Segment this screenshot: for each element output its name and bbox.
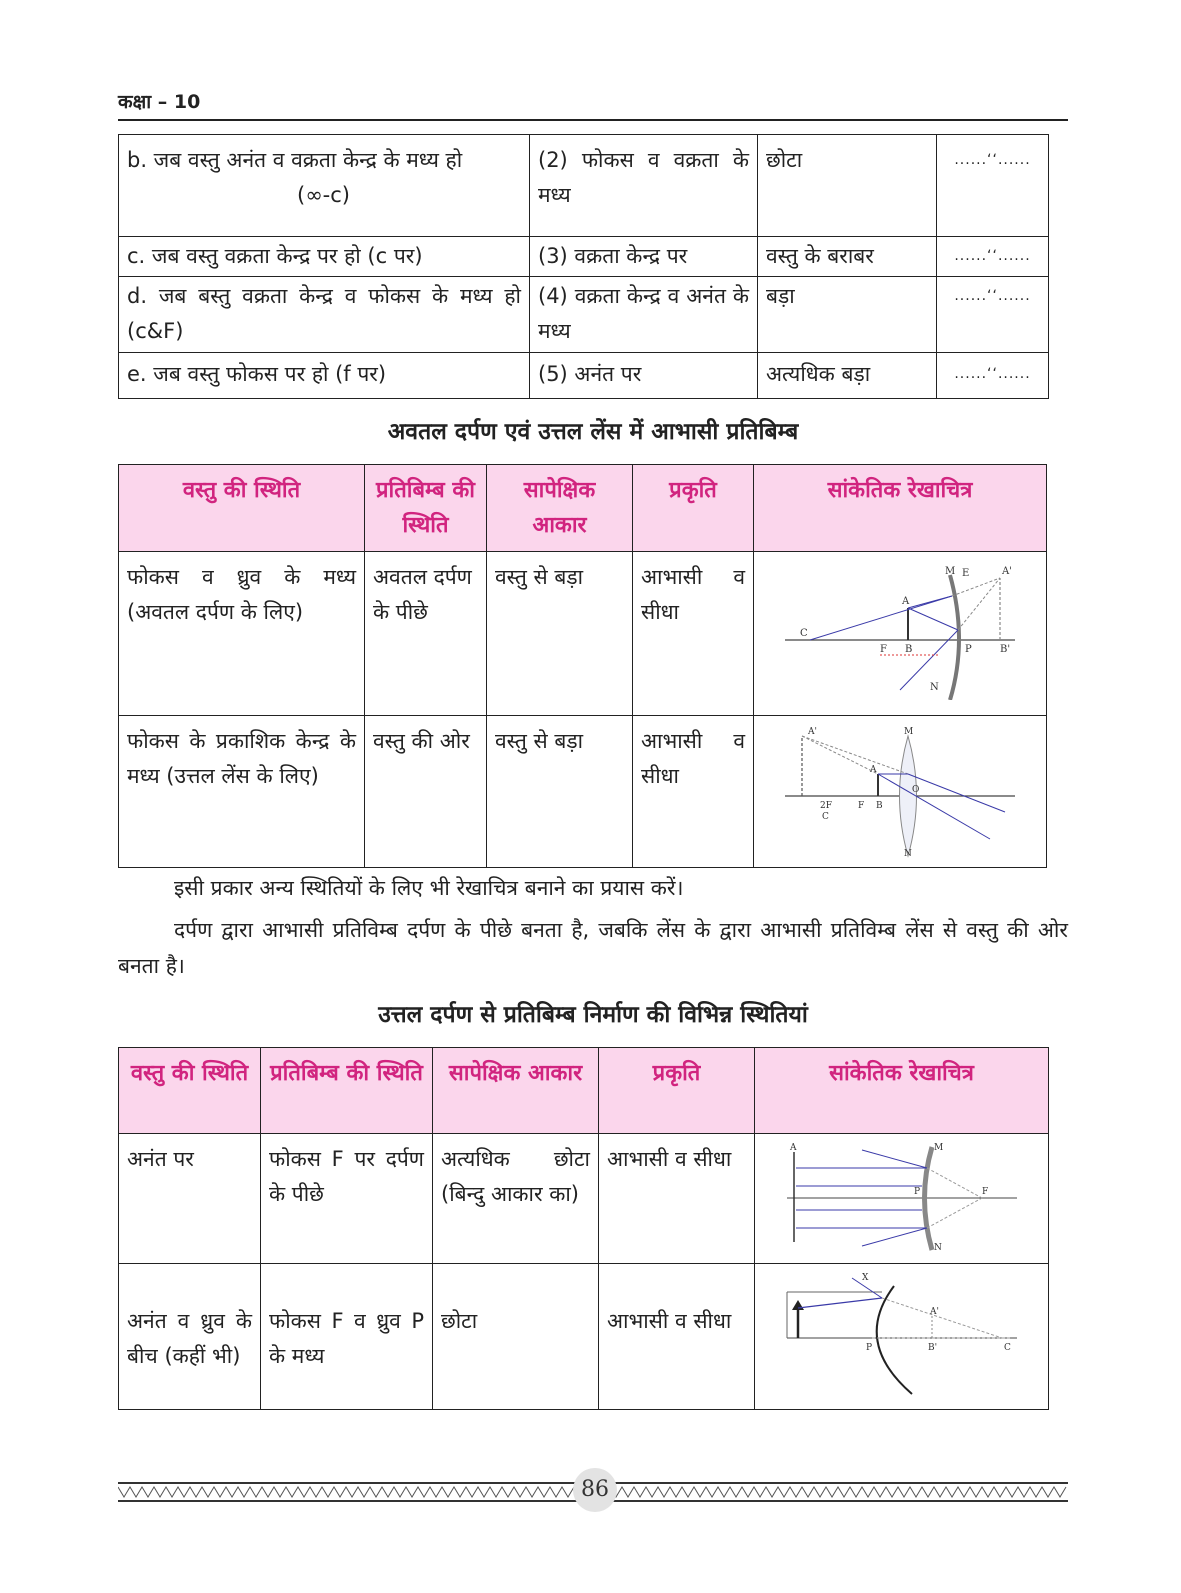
col-header-diagram: सांकेतिक रेखाचित्र bbox=[754, 465, 1047, 552]
object-position: b. जब वस्तु अनंत व वक्रता केन्द्र के मध्य हो bbox=[127, 148, 463, 172]
diagram-label: 2F bbox=[820, 801, 832, 811]
diagram-label: A' bbox=[808, 727, 817, 737]
table-row bbox=[119, 552, 1047, 716]
diagram-label: M bbox=[933, 1143, 943, 1153]
object-position: d. जब बस्तु वक्रता केन्द्र व फोकस के मध्य हो (c&F) bbox=[119, 277, 530, 353]
image-nature: ......‘‘...... bbox=[937, 135, 1049, 237]
image-nature: ......‘‘...... bbox=[937, 353, 1049, 399]
image-position: फोकस F व ध्रुव P के मध्य bbox=[261, 1264, 433, 1410]
diagram-label: F bbox=[858, 801, 865, 811]
diagram-label: X bbox=[861, 1273, 868, 1283]
diagram-cell bbox=[755, 1264, 1049, 1410]
image-position: (2) फोकस व वक्रता के मध्य bbox=[530, 135, 758, 237]
page-number: 86 bbox=[573, 1468, 617, 1512]
convex-mirror-infinity-diagram bbox=[782, 1142, 1022, 1252]
paragraph: दर्पण द्वारा आभासी प्रतिविम्ब दर्पण के पीछे बनता है, जबकि लेंस के द्वारा आभासी प्रतिविम्ब लेंस से वस्तु की ओर बनता है। bbox=[118, 918, 1068, 978]
diagram-label: E bbox=[962, 568, 970, 579]
convex-mirror-finite-diagram bbox=[782, 1272, 1022, 1400]
object-position: फोकस व ध्रुव के मध्य (अवतल दर्पण के लिए) bbox=[119, 552, 365, 716]
table-row bbox=[119, 1134, 1049, 1264]
diagram-cell bbox=[755, 1134, 1049, 1264]
image-size: वस्तु से बड़ा bbox=[487, 716, 633, 868]
image-position: (5) अनंत पर bbox=[530, 353, 758, 399]
diagram-label: A bbox=[870, 765, 877, 775]
object-position: फोकस के प्रकाशिक केन्द्र के मध्य (उत्तल लेंस के लिए) bbox=[119, 716, 365, 868]
diagram-cell bbox=[754, 716, 1047, 868]
diagram-label: M bbox=[945, 566, 956, 577]
diagram-label: A bbox=[789, 1143, 796, 1153]
page-header: कक्षा – 10 bbox=[118, 91, 201, 113]
diagram-label: M bbox=[904, 727, 914, 737]
diagram-label: C bbox=[800, 628, 808, 639]
image-nature: आभासी व सीधा bbox=[633, 552, 754, 716]
diagram-label: P bbox=[865, 1343, 872, 1353]
diagram-label: A bbox=[902, 596, 910, 607]
diagram-label: A' bbox=[1002, 566, 1012, 577]
convex-mirror-table bbox=[118, 1047, 1049, 1410]
diagram-label: N bbox=[933, 1243, 942, 1252]
col-header-relative-size: सापेक्षिक आकार bbox=[487, 465, 633, 552]
image-position: (3) वक्रता केन्द्र पर bbox=[530, 237, 758, 277]
virtual-image-table bbox=[118, 464, 1047, 868]
image-size: वस्तु से बड़ा bbox=[487, 552, 633, 716]
diagram-label: B bbox=[876, 801, 883, 811]
image-size: छोटा bbox=[758, 135, 937, 237]
section-heading-concave-mirror: अवतल दर्पण एवं उत्तल लेंस में आभासी प्रतिबिम्ब bbox=[387, 419, 799, 445]
image-size: बड़ा bbox=[758, 277, 937, 353]
diagram-cell bbox=[754, 552, 1047, 716]
col-header-object-position: वस्तु की स्थिति bbox=[119, 465, 365, 552]
diagram-label: B bbox=[905, 644, 913, 655]
image-nature: ......‘‘...... bbox=[937, 277, 1049, 353]
table-header-row bbox=[119, 1048, 1049, 1134]
diagram-label: F bbox=[981, 1187, 988, 1197]
col-header-nature: प्रकृति bbox=[599, 1048, 755, 1134]
col-header-image-position: प्रतिबिम्ब की स्थिति bbox=[365, 465, 487, 552]
image-formation-table bbox=[118, 134, 1049, 399]
table-row bbox=[119, 277, 1049, 353]
table-header-row bbox=[119, 465, 1047, 552]
object-position: c. जब वस्तु वक्रता केन्द्र पर हो (c पर) bbox=[119, 237, 530, 277]
diagram-label: B' bbox=[1000, 644, 1011, 655]
diagram-label: C bbox=[822, 812, 829, 822]
image-size: छोटा bbox=[433, 1264, 599, 1410]
concave-mirror-ray-diagram bbox=[780, 560, 1020, 700]
col-header-nature: प्रकृति bbox=[633, 465, 754, 552]
diagram-label: N bbox=[930, 682, 939, 693]
diagram-label: A' bbox=[929, 1307, 939, 1317]
diagram-label: O bbox=[912, 785, 920, 795]
object-position: अनंत व ध्रुव के बीच (कहीं भी) bbox=[119, 1264, 261, 1410]
object-position: e. जब वस्तु फोकस पर हो (f पर) bbox=[119, 353, 530, 399]
image-nature: आभासी व सीधा bbox=[633, 716, 754, 868]
table-row bbox=[119, 237, 1049, 277]
col-header-object-position: वस्तु की स्थिति bbox=[119, 1048, 261, 1134]
diagram-label: N bbox=[904, 849, 912, 858]
object-position: अनंत पर bbox=[119, 1134, 261, 1264]
image-position: वस्तु की ओर bbox=[365, 716, 487, 868]
table-row bbox=[119, 716, 1047, 868]
image-position: (4) वक्रता केन्द्र व अनंत के मध्य bbox=[530, 277, 758, 353]
diagram-label: C bbox=[1003, 1343, 1011, 1353]
section-heading-convex-mirror: उत्तल दर्पण से प्रतिबिम्ब निर्माण की विभिन्न स्थितियां bbox=[378, 1002, 808, 1028]
image-size: अत्यधिक छोटा (बिन्दु आकार का) bbox=[433, 1134, 599, 1264]
col-header-diagram: सांकेतिक रेखाचित्र bbox=[755, 1048, 1049, 1134]
col-header-relative-size: सापेक्षिक आकार bbox=[433, 1048, 599, 1134]
image-position: अवतल दर्पण के पीछे bbox=[365, 552, 487, 716]
image-nature: ......‘‘...... bbox=[937, 237, 1049, 277]
image-nature: आभासी व सीधा bbox=[599, 1134, 755, 1264]
diagram-label: P bbox=[965, 644, 972, 655]
diagram-label: P bbox=[913, 1187, 920, 1197]
image-size: वस्तु के बराबर bbox=[758, 237, 937, 277]
image-nature: आभासी व सीधा bbox=[599, 1264, 755, 1410]
table-row bbox=[119, 135, 1049, 237]
diagram-label: B' bbox=[927, 1343, 937, 1353]
convex-lens-ray-diagram bbox=[780, 724, 1020, 858]
header-rule bbox=[118, 119, 1068, 121]
diagram-label: F bbox=[880, 644, 887, 655]
table-row bbox=[119, 1264, 1049, 1410]
image-size: अत्यधिक बड़ा bbox=[758, 353, 937, 399]
image-position: फोकस F पर दर्पण के पीछे bbox=[261, 1134, 433, 1264]
paragraph: इसी प्रकार अन्य स्थितियों के लिए भी रेखाचित्र बनाने का प्रयास करें। bbox=[174, 876, 684, 900]
table-row bbox=[119, 353, 1049, 399]
object-position-note: (∞-c) bbox=[297, 183, 351, 207]
col-header-image-position: प्रतिबिम्ब की स्थिति bbox=[261, 1048, 433, 1134]
